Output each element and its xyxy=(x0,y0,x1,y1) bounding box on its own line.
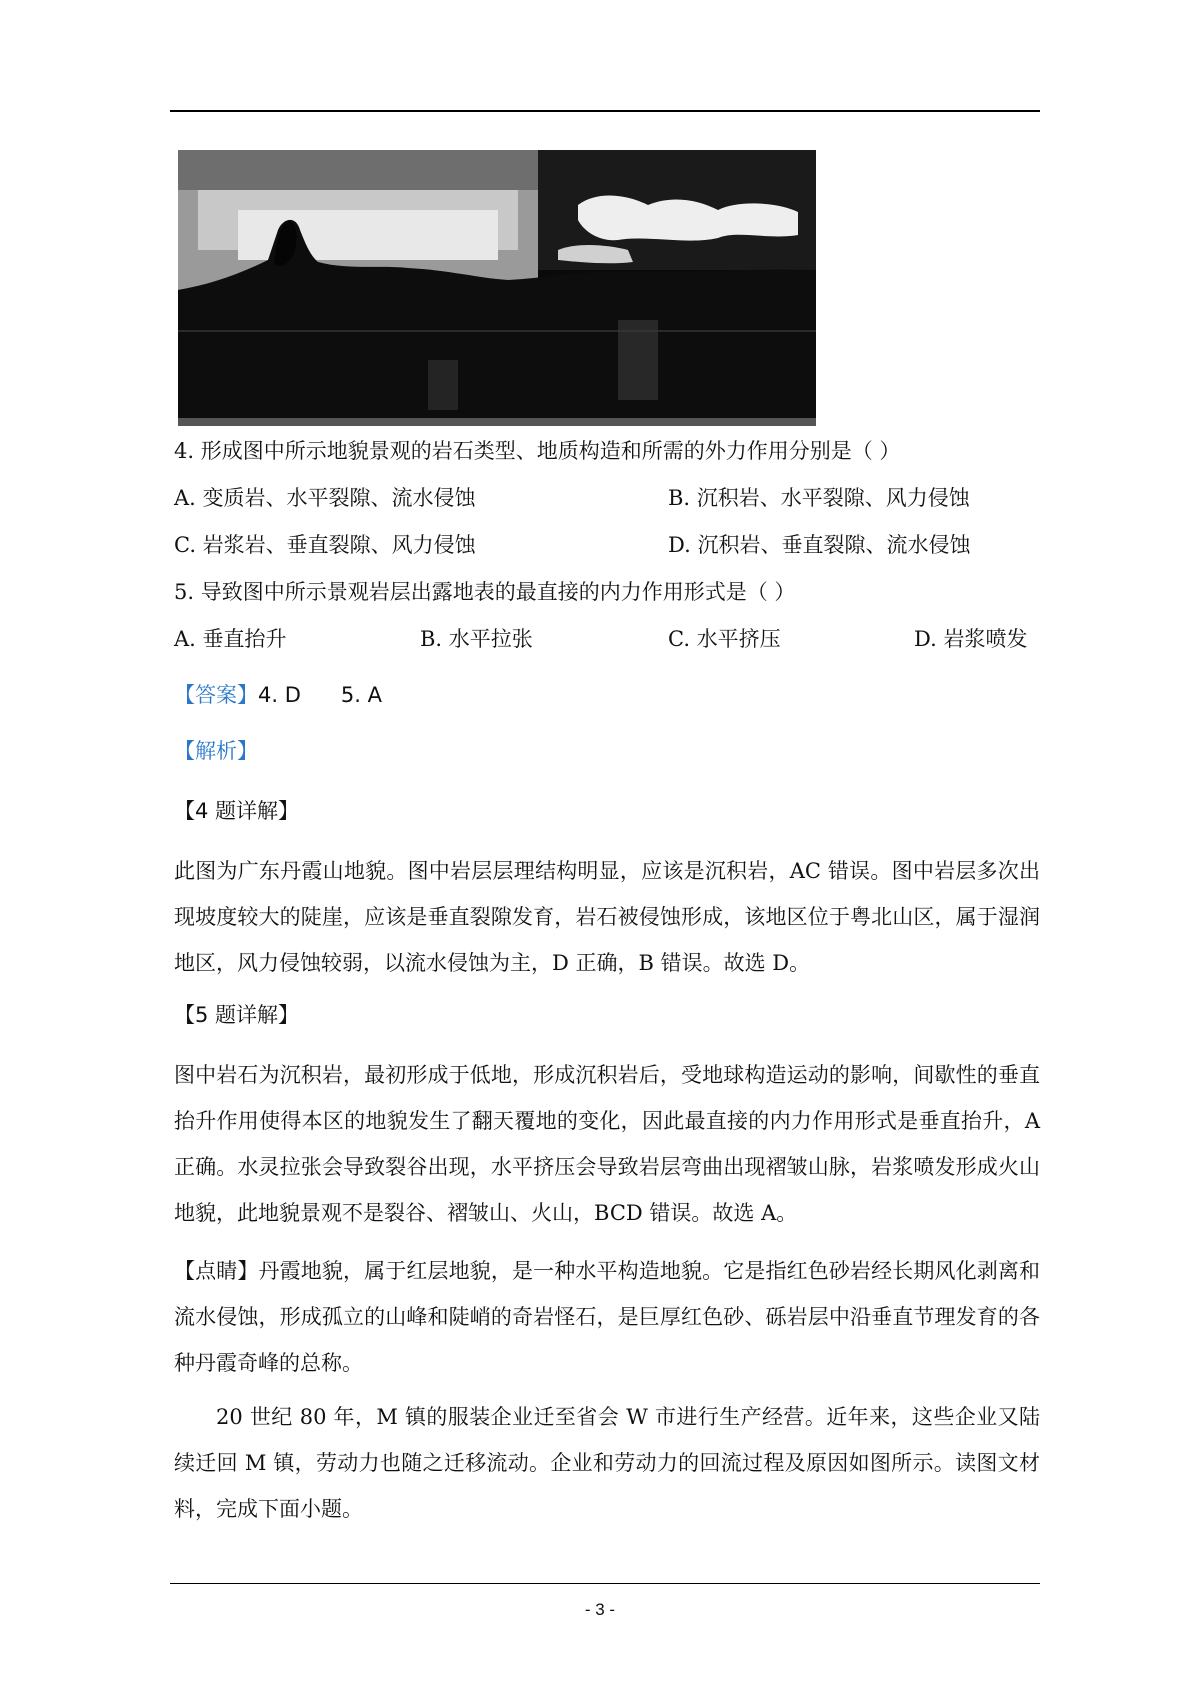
header-rule xyxy=(170,110,1040,112)
analysis-label: 【解析】 xyxy=(174,739,258,763)
q5-option-c: C. 水平挤压 xyxy=(668,627,781,651)
q4-option-d: D. 沉积岩、垂直裂隙、流水侵蚀 xyxy=(668,533,971,557)
q5-option-d: D. 岩浆喷发 xyxy=(914,627,1028,651)
q4-option-a: A. 变质岩、水平裂隙、流水侵蚀 xyxy=(174,486,476,510)
q4-option-c: C. 岩浆岩、垂直裂隙、风力侵蚀 xyxy=(174,533,476,557)
q5-stem: 5. 导致图中所示景观岩层出露地表的最直接的内力作用形式是（ ） xyxy=(174,580,796,604)
page-number: - 3 - xyxy=(584,1600,616,1619)
next-material: 20 世纪 80 年，M 镇的服装企业迁至省会 W 市进行生产经营。近年来，这些企业又陆续迁回 M 镇，劳动力也随之迁移流动。企业和劳动力的回流过程及原因如图所示。读图文材料，完成下面小题。 xyxy=(174,1405,1040,1521)
danxia-landscape-photo xyxy=(178,150,816,426)
q4-stem: 4. 形成图中所示地貌景观的岩石类型、地质构造和所需的外力作用分别是（ ） xyxy=(174,439,901,463)
q4-detail-heading: 【4 题详解】 xyxy=(174,799,300,823)
answer-label: 【答案】 xyxy=(174,683,258,707)
footer-rule xyxy=(170,1583,1040,1584)
tip-label: 【点睛】 xyxy=(174,1259,259,1283)
q5-detail-text: 图中岩石为沉积岩，最初形成于低地，形成沉积岩后，受地球构造运动的影响，间歇性的垂直抬升作用使得本区的地貌发生了翻天覆地的变化，因此最直接的内力作用形式是垂直抬升，A 正确。水灵拉张会导致裂谷出现，水平挤压会导致岩层弯曲出现褶皱山脉，岩浆喷发形成火山地貌，此地貌景观不是裂谷、褶皱山、火山，BCD 错误。故选 A。 xyxy=(174,1063,1040,1225)
tip-text: 丹霞地貌，属于红层地貌，是一种水平构造地貌。它是指红色砂岩经长期风化剥离和流水侵蚀，形成孤立的山峰和陡峭的奇岩怪石，是巨厚红色砂、砾岩层中沿垂直节理发育的各种丹霞奇峰的总称。 xyxy=(174,1259,1040,1375)
answer-line xyxy=(174,680,382,710)
q4-detail-text: 此图为广东丹霞山地貌。图中岩层层理结构明显，应该是沉积岩，AC 错误。图中岩层多次出现坡度较大的陡崖，应该是垂直裂隙发育，岩石被侵蚀形成，该地区位于粤北山区，属于湿润地区，风力侵蚀较弱，以流水侵蚀为主，D 正确，B 错误。故选 D。 xyxy=(174,859,1040,975)
q5-option-b: B. 水平拉张 xyxy=(420,627,533,651)
q4-option-b: B. 沉积岩、水平裂隙、风力侵蚀 xyxy=(668,486,970,510)
q5-option-a: A. 垂直抬升 xyxy=(174,627,287,651)
q5-detail-heading: 【5 题详解】 xyxy=(174,1003,300,1027)
tip-paragraph xyxy=(174,1248,1040,1386)
answer-text: 4. D 5. A xyxy=(258,683,383,707)
